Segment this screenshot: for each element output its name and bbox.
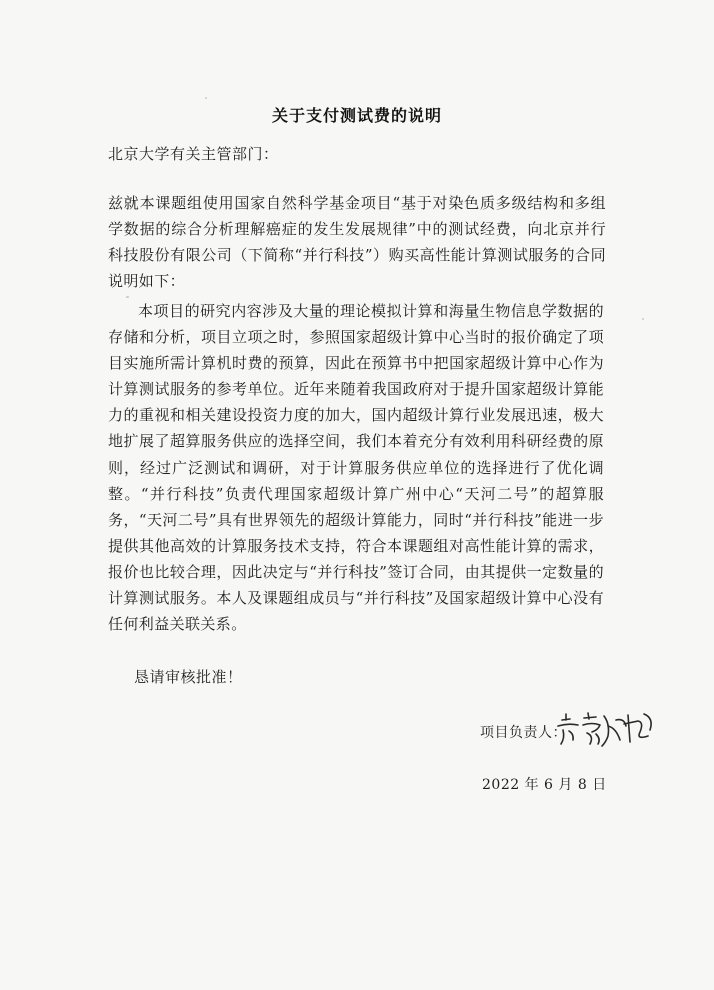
salutation: 北京大学有关主管部门： [108, 145, 279, 163]
handwritten-signature [554, 706, 664, 750]
scan-speck [205, 97, 207, 99]
scan-speck [126, 296, 129, 298]
signer-label: 项目负责人： [480, 725, 567, 741]
date: 2022 年 6 月 8 日 [482, 777, 607, 793]
approval-request: 恳请审核批准！ [134, 668, 243, 686]
intro-paragraph: 兹就本课题组使用国家自然科学基金项目“基于对染色质多级结构和多组学数据的综合分析理解癌症的发生发展规律”中的测试经费，向北京并行科技股份有限公司（下简称“并行科技”）购买高性能计算测试服务的合同说明如下： [108, 194, 606, 290]
body-paragraph: 本项目的研究内容涉及大量的理论模拟计算和海量生物信息学数据的存储和分析，项目立项之时，参照国家超级计算中心当时的报价确定了项目实施所需计算机时费的预算，因此在预算书中把国家超级计算中心作为计算测试服务的参考单位。近年来随着我国政府对于提升国家超级计算能力的重视和相关建设投资力度的加大，国内超级计算行业发展迅速，极大地扩展了超算服务供应的选择空间，我们本着充分有效利用科研经费的原则，经过广泛测试和调研，对于计算服务供应单位的选择进行了优化调整。“并行科技”负责代理国家超级计算广州中心“天河二号”的超算服务，“天河二号”具有世界领先的超级计算能力，同时“并行科技”能进一步提供其他高效的计算服务技术支持，符合本课题组对高性能计算的需求，报价也比较合理，因此决定与“并行科技”签订合同，由其提供一定数量的计算测试服务。本人及课题组成员与“并行科技”及国家超级计算中心没有任何利益关联关系。 [108, 302, 604, 634]
page-title: 关于支付测试费的说明 [271, 106, 442, 125]
scan-speck [642, 318, 644, 320]
